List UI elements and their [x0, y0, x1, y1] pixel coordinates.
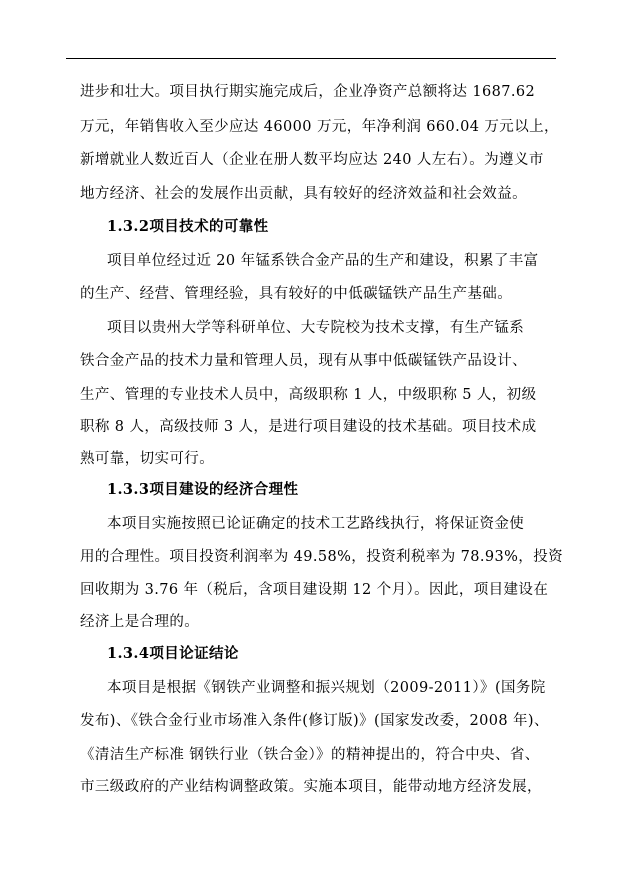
text-line: 熟可靠，切实可行。	[80, 451, 215, 467]
text-line: 职称 8 人，高级技师 3 人，是进行项目建设的技术基础。项目技术成	[80, 419, 537, 435]
text-line: 发布)、《铁合金行业市场准入条件(修订版)》(国家发改委，2008 年)、	[80, 713, 549, 729]
text-line: 项目单位经过近 20 年锰系铁合金产品的生产和建设，积累了丰富	[107, 253, 539, 269]
text-line: 用的合理性。项目投资利润率为 49.58%，投资利税率为 78.93%，投资	[80, 549, 563, 565]
text-line: 回收期为 3.76 年（税后，含项目建设期 12 个月）。因此，项目建设在	[80, 582, 549, 598]
text-line: 生产、管理的专业技术人员中，高级职称 1 人，中级职称 5 人，初级	[80, 387, 537, 403]
text-line: 《清洁生产标准 钢铁行业（铁合金）》的精神提出的，符合中央、省、	[80, 747, 540, 763]
section-heading: 1.3.2项目技术的可靠性	[107, 218, 269, 235]
text-line: 项目以贵州大学等科研单位、大专院校为技术支撑，有生产锰系	[107, 320, 525, 336]
section-heading: 1.3.4项目论证结论	[107, 645, 239, 662]
text-line: 进步和壮大。项目执行期实施完成后，企业净资产总额将达 1687.62	[80, 84, 536, 100]
text-line: 地方经济、社会的发展作出贡献，具有较好的经济效益和社会效益。	[80, 186, 527, 202]
text-line: 万元，年销售收入至少应达 46000 万元，年净利润 660.04 万元以上，	[80, 119, 559, 135]
section-heading: 1.3.3项目建设的经济合理性	[107, 481, 299, 498]
text-line: 的生产、经营、管理经验，具有较好的中低碳锰铁产品生产基础。	[80, 286, 513, 302]
text-line: 本项目实施按照已论证确定的技术工艺路线执行，将保证资金使	[107, 516, 525, 532]
text-line: 本项目是根据《钢铁产业调整和振兴规划（2009-2011）》(国务院	[107, 680, 546, 696]
text-line: 经济上是合理的。	[80, 614, 200, 630]
text-line: 铁合金产品的技术力量和管理人员，现有从事中低碳锰铁产品设计、	[80, 353, 527, 369]
header-rule	[66, 58, 556, 59]
text-line: 新增就业人数近百人（企业在册人数平均应达 240 人左右）。为遵义市	[80, 152, 544, 168]
text-line: 市三级政府的产业结构调整政策。实施本项目，能带动地方经济发展，	[80, 779, 542, 795]
